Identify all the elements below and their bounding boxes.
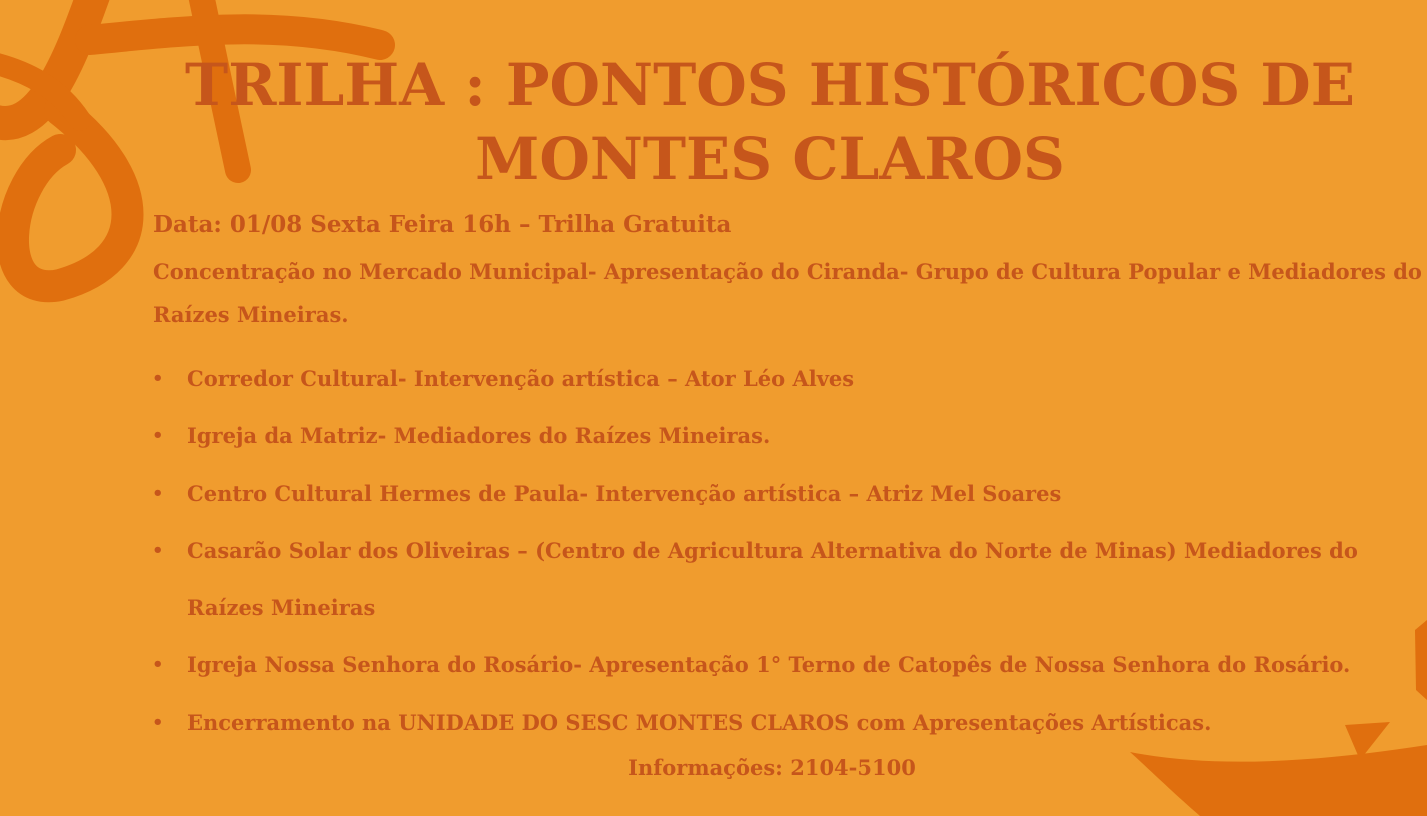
flyer-title: TRILHA : PONTOS HISTÓRICOS DE MONTES CLAROS (185, 51, 1355, 193)
bullet-icon: • (152, 539, 164, 561)
list-item (150, 522, 1358, 637)
stop-text: Casarão Solar dos Oliveiras – (Centro de Agricultura Alternativa do Norte de Minas) Mediadores do (187, 537, 1358, 563)
concentration-line-1: Concentração no Mercado Municipal- Apresentação do Ciranda- Grupo de Cultura Popular e Mediadores do (153, 259, 1422, 284)
info-phone: Informações: 2104-5100 (628, 755, 916, 780)
list-item (150, 407, 1358, 464)
list-item (150, 465, 1358, 522)
bullet-icon: • (152, 368, 164, 389)
stop-text: Centro Cultural Hermes de Paula- Intervenção artística – Atriz Mel Soares (187, 480, 1062, 506)
trail-stops-list (150, 350, 1358, 751)
date-line: Data: 01/08 Sexta Feira 16h – Trilha Gratuita (153, 211, 732, 238)
list-item (150, 636, 1358, 693)
bullet-icon: • (152, 654, 164, 676)
list-item (150, 694, 1358, 751)
stop-text: Encerramento na UNIDADE DO SESC MONTES CLAROS com Apresentações Artísticas. (187, 709, 1212, 735)
stop-text-continuation: Raízes Mineiras (187, 595, 376, 621)
list-item (150, 350, 1358, 407)
bullet-icon: • (152, 482, 164, 504)
concentration-line-2: Raízes Mineiras. (153, 302, 349, 327)
stop-text: Igreja da Matriz- Mediadores do Raízes Mineiras. (187, 423, 771, 449)
bullet-icon: • (152, 711, 164, 733)
bullet-icon: • (152, 425, 164, 447)
stop-text: Corredor Cultural- Intervenção artística – Ator Léo Alves (187, 366, 855, 391)
stop-text: Igreja Nossa Senhora do Rosário- Apresentação 1° Terno de Catopês de Nossa Senhora do Rosário. (187, 652, 1351, 678)
